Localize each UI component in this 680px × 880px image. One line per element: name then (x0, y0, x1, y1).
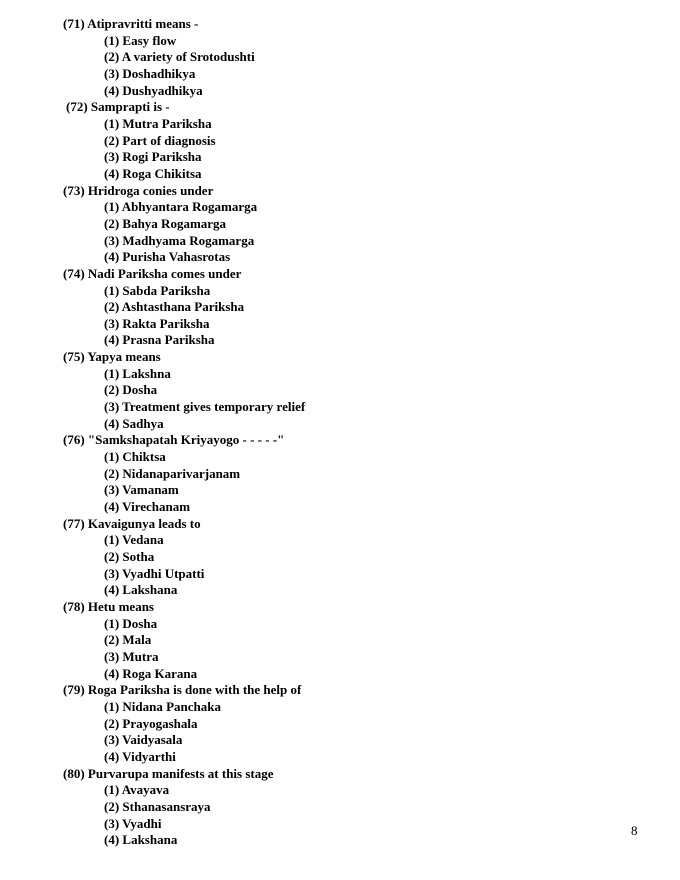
option-4: (4) Roga Karana (104, 665, 198, 681)
option-3: (3) Rogi Pariksha (104, 149, 202, 165)
question-77 (63, 516, 623, 599)
option-2: (2) Part of diagnosis (104, 132, 216, 148)
question-71 (63, 16, 623, 99)
option-3: (3) Vyadhi (104, 815, 162, 831)
option-4: (4) Purisha Vahasrotas (104, 249, 231, 265)
question-text: (73) Hridroga conies under (63, 182, 214, 198)
option-2: (2) A variety of Srotodushti (104, 49, 255, 65)
option-2: (2) Bahya Rogamarga (104, 215, 227, 231)
page-number: 8 (631, 823, 638, 838)
option-3: (3) Vaidyasala (104, 732, 183, 748)
question-list (63, 16, 623, 849)
question-text: (76) "Samkshapatah Kriyayogo - - - - -" (63, 432, 285, 448)
option-4: (4) Sadhya (104, 415, 164, 431)
option-1: (1) Dosha (104, 615, 158, 631)
question-74 (63, 266, 623, 349)
question-text: (79) Roga Pariksha is done with the help of (63, 682, 302, 698)
question-text: (71) Atipravritti means - (63, 16, 199, 31)
option-1: (1) Avayava (104, 782, 170, 798)
option-3: (3) Madhyama Rogamarga (104, 232, 255, 248)
option-4: (4) Vidyarthi (104, 748, 176, 764)
option-3: (3) Mutra (104, 648, 159, 664)
option-1: (1) Chiktsa (104, 449, 166, 465)
option-1: (1) Lakshna (104, 365, 171, 381)
question-72 (63, 99, 623, 182)
option-1: (1) Easy flow (104, 32, 177, 48)
question-text: (80) Purvarupa manifests at this stage (63, 765, 274, 781)
question-text: (78) Hetu means (63, 598, 154, 614)
option-1: (1) Mutra Pariksha (104, 115, 212, 131)
question-76 (63, 432, 623, 515)
option-2: (2) Prayogashala (104, 715, 198, 731)
question-75 (63, 349, 623, 432)
option-2: (2) Sthanasansraya (104, 798, 211, 814)
option-1: (1) Sabda Pariksha (104, 282, 211, 298)
option-2: (2) Ashtasthana Pariksha (104, 299, 245, 315)
option-1: (1) Nidana Panchaka (104, 698, 222, 714)
question-text: (72) Samprapti is - (66, 99, 170, 115)
option-2: (2) Dosha (104, 382, 158, 398)
option-3: (3) Vamanam (104, 482, 179, 498)
option-3: (3) Vyadhi Utpatti (104, 565, 205, 581)
option-2: (2) Mala (104, 632, 152, 648)
question-80 (63, 766, 623, 849)
question-78 (63, 599, 623, 682)
question-text: (74) Nadi Pariksha comes under (63, 265, 242, 281)
option-3: (3) Rakta Pariksha (104, 315, 210, 331)
option-4: (4) Lakshana (104, 832, 178, 848)
option-1: (1) Vedana (104, 532, 164, 548)
option-4: (4) Lakshana (104, 582, 178, 598)
question-79 (63, 682, 623, 765)
option-4: (4) Virechanam (104, 499, 191, 515)
option-3: (3) Treatment gives temporary relief (104, 399, 306, 415)
option-2: (2) Sotha (104, 549, 155, 564)
question-73 (63, 183, 623, 266)
option-4: (4) Roga Chikitsa (104, 165, 202, 181)
option-4: (4) Dushyadhikya (104, 82, 203, 98)
option-3: (3) Doshadhikya (104, 65, 196, 81)
question-text: (75) Yapya means (63, 349, 161, 365)
option-4: (4) Prasna Pariksha (104, 332, 215, 348)
option-2: (2) Nidanaparivarjanam (104, 465, 241, 481)
question-text: (77) Kavaigunya leads to (63, 515, 201, 531)
option-1: (1) Abhyantara Rogamarga (104, 199, 258, 215)
